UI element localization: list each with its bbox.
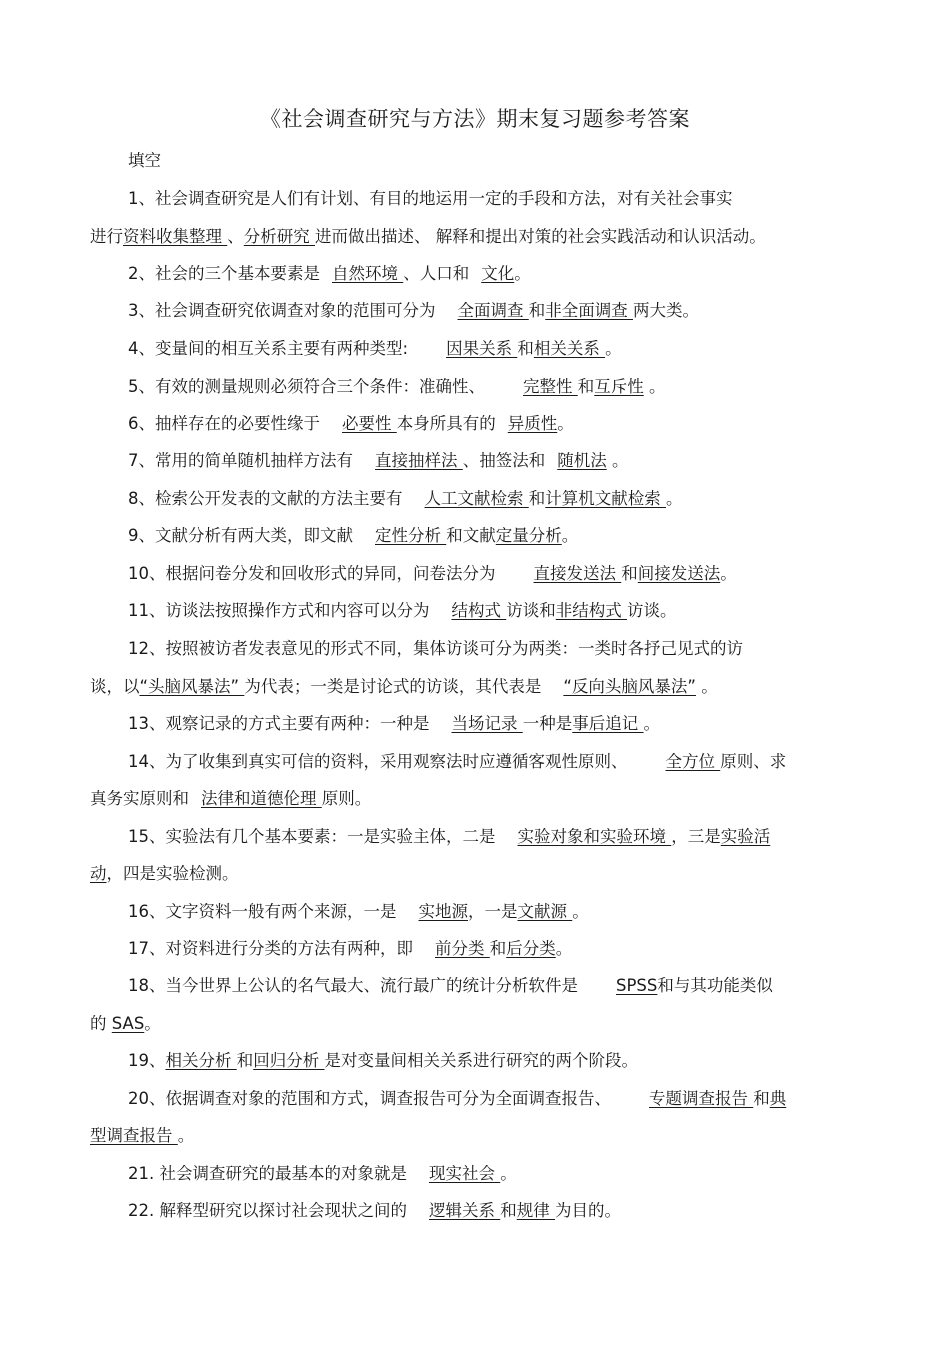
text: 为目的。 [555,1201,621,1220]
answer-blank: 事后追记 [572,714,644,733]
answer-blank: 相关关系 [533,339,606,358]
text: 为代表；一类是讨论式的访谈，其代表是 [244,677,542,696]
question-19 [128,1050,638,1072]
text: 和与其功能类似 [657,976,773,995]
text: 两大类。 [633,301,699,320]
question-20-line-2 [90,1125,194,1147]
answer-blank: 全方位 [665,752,721,771]
answer-blank: 自然环境 [332,264,404,283]
question-22 [128,1200,621,1222]
answer-blank: 型调查报告 [90,1126,178,1145]
text: 4、变量间的相互关系主要有两种类型: [128,339,409,358]
question-6 [128,413,574,435]
question-9 [128,525,578,547]
text: 19、 [128,1051,166,1070]
answer-blank: 非结构式 [555,601,627,620]
text: 。 [177,1126,195,1145]
text: 和 [753,1089,770,1108]
section-heading: 填空 [128,151,161,170]
question-5 [128,376,666,398]
question-18-line-2 [90,1013,161,1035]
text: ，四是实验检测。 [106,864,239,883]
page-title: 《社会调查研究与方法》期末复习题参考答案 [260,107,690,131]
answer-blank: 后分类 [506,939,556,958]
text: ，一是 [468,902,518,921]
text: 和 [528,489,546,508]
text: 原则、求 [720,752,787,771]
question-17 [128,938,572,960]
text: 。 [500,1164,517,1183]
answer-blank: “头脑风暴法” [139,677,245,696]
text: 。 [514,264,531,283]
answer-blank: 文化 [481,264,515,283]
question-4 [128,338,622,360]
answer-blank: “反向头脑风暴法” [563,677,696,696]
answer-blank: 非全面调查 [545,301,633,320]
question-14-line-2 [90,788,371,810]
text: 的 [90,1014,107,1033]
question-11 [128,600,677,622]
text: 。 [572,902,589,921]
question-10 [128,563,737,585]
answer-blank: 前分类 [435,939,490,958]
text: 。 [557,414,574,433]
text: 本身所具有的 [396,414,496,433]
text: 。 [605,339,622,358]
answer-blank: 分析研究 [243,227,315,246]
text: 。 [555,939,573,958]
text: 。 [720,564,737,583]
answer-blank: 文献源 [517,902,573,921]
answer-blank: 结构式 [451,601,507,620]
answer-blank: 异质性 [507,414,558,433]
question-13 [128,713,660,735]
answer-blank: 互斥性 [594,377,644,396]
answer-blank: 全面调查 [457,301,529,320]
answer-blank: 逻辑关系 [429,1201,501,1220]
text: 。 [666,489,683,508]
answer-blank: SPSS [616,976,658,995]
text: 。 [695,677,718,696]
text: 真务实原则和 [90,789,189,808]
text: 6、抽样存在的必要性缘于 [128,414,320,433]
text: 和文献 [446,526,496,545]
text: 10、根据问卷分发和回收形式的异同，问卷法分为 [128,564,496,583]
text: 16、文字资料一般有两个来源，一是 [128,902,397,921]
text: 7、常用的简单随机抽样方法有 [128,451,353,470]
question-12-line-1: 12、按照被访者发表意见的形式不同，集体访谈可分为两类：一类时各抒己见式的访 [128,639,743,658]
text: 17、对资料进行分类的方法有两种，即 [128,939,413,958]
question-16 [128,901,589,923]
text: 和 [528,301,546,320]
question-7 [128,450,629,472]
text: 15、实验法有几个基本要素：一是实验主体，二是 [128,827,496,846]
text: 5、有效的测量规则必须符合三个条件：准确性、 [128,377,485,396]
text: 。 [606,451,629,470]
text: 和 [236,1051,254,1070]
question-8 [128,488,683,510]
text: 和 [621,564,638,583]
text: 、 [227,227,244,246]
answer-blank: 实验对象和实验环境 [517,827,672,846]
text: 和 [577,377,595,396]
answer-blank: 专题调查报告 [649,1089,754,1108]
answer-blank: 完整性 [523,377,578,396]
answer-blank: 计算机文献检索 [545,489,666,508]
text: 、人口和 [403,264,470,283]
answer-blank: 现实社会 [429,1164,501,1183]
answer-blank: 直接发送法 [533,564,622,583]
text: 20、依据调查对象的范围和方式，调查报告可分为全面调查报告、 [128,1089,611,1108]
question-15-line-1 [128,826,770,848]
text: 8、检索公开发表的文献的方法主要有 [128,489,403,508]
answer-blank: 随机法 [557,451,607,470]
text: 13、观察记录的方式主要有两种：一种是 [128,714,430,733]
text: 访谈。 [627,601,677,620]
text: 。 [643,714,660,733]
answer-blank: 动 [90,864,107,883]
text: 21. 社会调查研究的最基本的对象就是 [128,1164,407,1183]
answer-blank: 法律和道德伦理 [201,789,322,808]
text: 是对变量间相关关系进行研究的两个阶段。 [324,1051,638,1070]
text: ，三是 [671,827,721,846]
question-15-line-2 [90,863,239,885]
question-3 [128,300,699,322]
text: 。 [643,377,666,396]
answer-blank: 规律 [516,1201,555,1220]
question-12-line-2 [90,676,718,698]
answer-blank: 间接发送法 [637,564,721,583]
text: 14、为了收集到真实可信的资料，采用观察法时应遵循客观性原则、 [128,752,628,771]
answer-blank: 人工文献检索 [424,489,529,508]
answer-blank: 回归分析 [253,1051,325,1070]
question-18-line-1 [128,975,773,997]
answer-blank: 当场记录 [451,714,523,733]
text: 18、当今世界上公认的名气最大、流行最广的统计分析软件是 [128,976,578,995]
text: 谈，以 [90,677,140,696]
answer-blank: 实地源 [418,902,468,921]
answer-blank: 定性分析 [375,526,447,545]
answer-blank: 典 [769,1089,787,1108]
text: 和 [500,1201,517,1220]
answer-blank: 定量分析 [495,526,562,545]
question-14-line-1 [128,751,786,773]
text: 11、访谈法按照操作方式和内容可以分为 [128,601,430,620]
answer-blank: 资料收集整理 [123,227,228,246]
text: 进行 [90,227,123,246]
text: 、抽签法和 [462,451,546,470]
answer-blank: 实验活 [720,827,771,846]
text: 进而做出描述、 解释和提出对策的社会实践活动和认识活动。 [315,227,766,246]
text: 和 [489,939,507,958]
question-21 [128,1163,517,1185]
text: 。 [144,1014,161,1033]
text: 9、文献分析有两大类，即文献 [128,526,353,545]
text: 。 [561,526,579,545]
answer-blank: 直接抽样法 [375,451,463,470]
answer-blank: 相关分析 [165,1051,237,1070]
text: 2、社会的三个基本要素是 [128,264,320,283]
text: 3、社会调查研究依调查对象的范围可分为 [128,301,436,320]
text: 22. 解释型研究以探讨社会现状之间的 [128,1201,407,1220]
text: 一种是 [522,714,573,733]
question-1-line-1: 1、社会调查研究是人们有计划、有目的地运用一定的手段和方法，对有关社会事实 [128,189,733,208]
question-2 [128,263,531,285]
answer-blank: SAS [111,1014,145,1033]
text: 和 [517,339,534,358]
text: 原则。 [321,789,372,808]
text: 访谈和 [506,601,556,620]
answer-blank: 因果关系 [446,339,518,358]
question-1-line-2 [90,226,766,248]
answer-blank: 必要性 [342,414,397,433]
question-20-line-1 [128,1088,786,1110]
